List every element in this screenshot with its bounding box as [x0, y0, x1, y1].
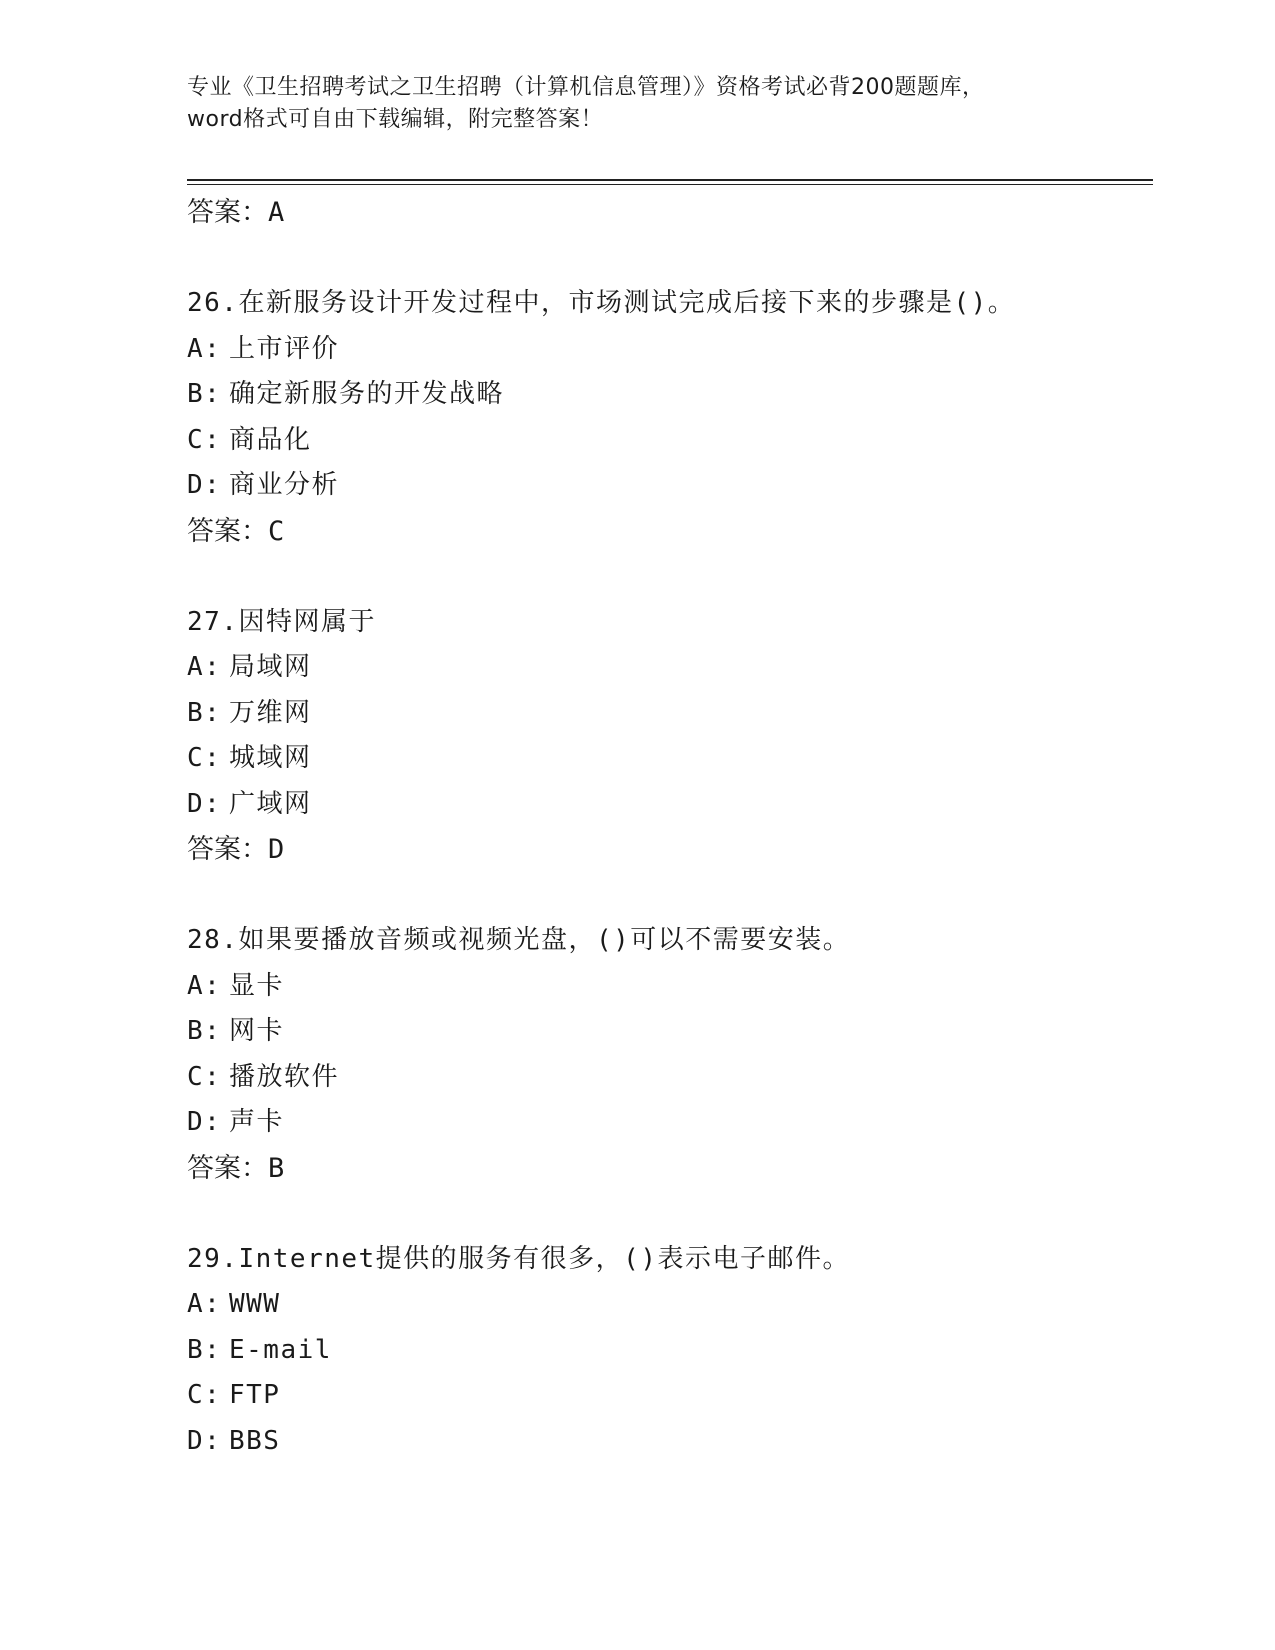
option-text: 万维网	[229, 697, 312, 728]
option-text: 局域网	[229, 652, 312, 682]
answer-line	[187, 509, 1153, 554]
option-d	[187, 1419, 1153, 1465]
question-text: 28.如果要播放音频或视频光盘，()可以不需要安装。	[187, 925, 851, 955]
header-divider-thick	[187, 179, 1153, 181]
option-text: 上市评价	[229, 333, 340, 364]
answer-value: C	[268, 515, 285, 547]
question-block	[187, 918, 1153, 1191]
option-text: WWW	[229, 1289, 281, 1319]
option-key: D:	[187, 1107, 222, 1137]
option-text: 广域网	[229, 788, 312, 819]
option-key: A:	[187, 1289, 222, 1319]
option-text: BBS	[229, 1425, 281, 1456]
header-line-1: 专业《卫生招聘考试之卫生招聘（计算机信息管理）》资格考试必背200题题库，	[187, 75, 985, 100]
option-text: 网卡	[229, 1016, 285, 1046]
option-c	[187, 1373, 1153, 1419]
answer-value: A	[268, 197, 285, 228]
answer-label: 答案：	[187, 1152, 268, 1184]
option-text: E-mail	[229, 1334, 332, 1365]
question-text: 27.因特网属于	[187, 606, 376, 637]
question-text: 29.Internet提供的服务有很多，()表示电子邮件。	[187, 1243, 850, 1274]
option-a	[187, 964, 1153, 1010]
option-key: C:	[187, 1380, 222, 1410]
option-b	[187, 1009, 1153, 1055]
answer-line	[187, 1146, 1153, 1191]
option-key: A:	[187, 652, 222, 682]
answer-value: D	[268, 834, 285, 865]
option-key: B:	[187, 379, 222, 409]
option-b	[187, 1328, 1153, 1374]
option-key: A:	[187, 333, 222, 364]
option-d	[187, 463, 1153, 509]
option-text: 显卡	[229, 970, 285, 1001]
option-text: 播放软件	[229, 1061, 340, 1092]
question-block	[187, 1237, 1153, 1465]
option-key: B:	[187, 697, 222, 728]
option-key: D:	[187, 788, 222, 819]
option-c	[187, 1055, 1153, 1101]
question-list	[187, 190, 1153, 1464]
question-block	[187, 281, 1153, 554]
question-text: 26.在新服务设计开发过程中，市场测试完成后接下来的步骤是()。	[187, 288, 1016, 318]
option-key: C:	[187, 424, 222, 455]
option-key: B:	[187, 1334, 222, 1365]
answer-label: 答案：	[187, 834, 268, 865]
option-text: 确定新服务的开发战略	[229, 379, 505, 409]
option-a	[187, 645, 1153, 691]
answer-label: 答案：	[187, 515, 268, 547]
answer-label: 答案：	[187, 197, 268, 228]
option-text: 商品化	[229, 424, 312, 455]
option-key: B:	[187, 1016, 222, 1046]
answer-line	[187, 827, 1153, 872]
option-d	[187, 782, 1153, 828]
option-key: A:	[187, 970, 222, 1001]
option-key: D:	[187, 1425, 222, 1456]
option-b	[187, 691, 1153, 737]
option-d	[187, 1100, 1153, 1146]
option-text: 城域网	[229, 743, 312, 773]
option-a	[187, 327, 1153, 373]
option-b	[187, 372, 1153, 418]
option-a	[187, 1282, 1153, 1328]
option-key: C:	[187, 743, 222, 773]
header-line-2: word格式可自由下载编辑，附完整答案！	[187, 107, 604, 132]
answer-value: B	[268, 1152, 285, 1184]
option-c	[187, 736, 1153, 782]
question-block	[187, 600, 1153, 873]
option-key: D:	[187, 470, 222, 500]
header-divider-thin	[187, 184, 1153, 185]
answer-line	[187, 190, 1153, 235]
document-header	[187, 72, 1087, 136]
option-c	[187, 418, 1153, 464]
option-key: C:	[187, 1061, 222, 1092]
option-text: FTP	[229, 1380, 281, 1410]
option-text: 商业分析	[229, 470, 340, 500]
option-text: 声卡	[229, 1107, 285, 1137]
